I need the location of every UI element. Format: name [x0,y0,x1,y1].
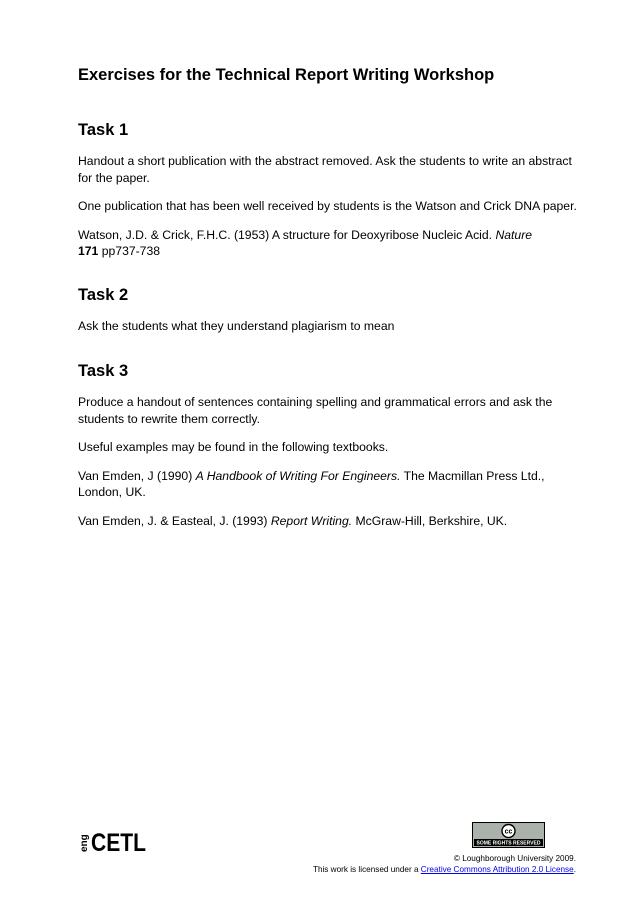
license-link[interactable]: Creative Commons Attribution 2.0 License [420,865,574,874]
engcetl-logo [78,826,148,859]
reference-2-title: Report Writing. [270,513,353,528]
reference-journal: Nature [495,227,533,242]
reference-volume: 171 [78,244,99,258]
reference-2-publisher: McGraw-Hill, Berkshire, UK. [352,513,508,528]
copyright-notice: © Loughborough University 2009. [453,854,576,863]
reference-authors: Watson, J.D. & Crick, F.H.C. (1953) A structure for Deoxyribose Nucleic Acid. [78,227,496,242]
engcetl-logo-graphic [78,826,148,857]
reference-1-title: A Handbook of Writing For Engineers. [195,468,401,483]
task-3-reference-1 [78,468,588,501]
task-2-paragraph-1: Ask the students what they understand plagiarism to mean [78,318,395,333]
document-body [78,64,588,529]
svg-text:CETL: CETL [91,829,146,857]
task-1-paragraph-1: Handout a short publication with the abstract removed. Ask the students to write an abstract for the paper. [78,154,572,185]
task-3-heading: Task 3 [78,362,129,380]
task-1-paragraph-2: One publication that has been well received by students is the Watson and Crick DNA paper. [78,199,577,213]
reference-2-authors: Van Emden, J. & Easteal, J. (1993) [78,513,271,528]
reference-1-authors: Van Emden, J (1990) [78,468,196,483]
task-3-paragraph-1: Produce a handout of sentences containing spelling and grammatical errors and ask the students to rewrite them correctly. [78,395,553,426]
reference-1-publisher: The Macmillan Press Ltd., London, UK. [78,468,545,499]
document-title: Exercises for the Technical Report Writing Workshop [78,66,495,84]
reference-pages: pp737-738 [98,244,161,258]
creative-commons-badge[interactable] [472,822,545,848]
svg-text:eng: eng [79,834,90,852]
cc-badge-graphic [472,822,545,848]
license-suffix: . [573,865,576,874]
task-1-heading: Task 1 [78,121,129,139]
task-1-reference [78,227,588,260]
task-3-reference-2 [78,513,588,530]
license-prefix: This work is licensed under a [312,865,421,874]
svg-text:SOME RIGHTS RESERVED: SOME RIGHTS RESERVED [476,840,541,847]
task-2-heading: Task 2 [78,285,129,304]
task-3-paragraph-2: Useful examples may be found in the following textbooks. [78,440,389,454]
svg-text:cc: cc [504,828,513,836]
license-notice [313,864,576,875]
